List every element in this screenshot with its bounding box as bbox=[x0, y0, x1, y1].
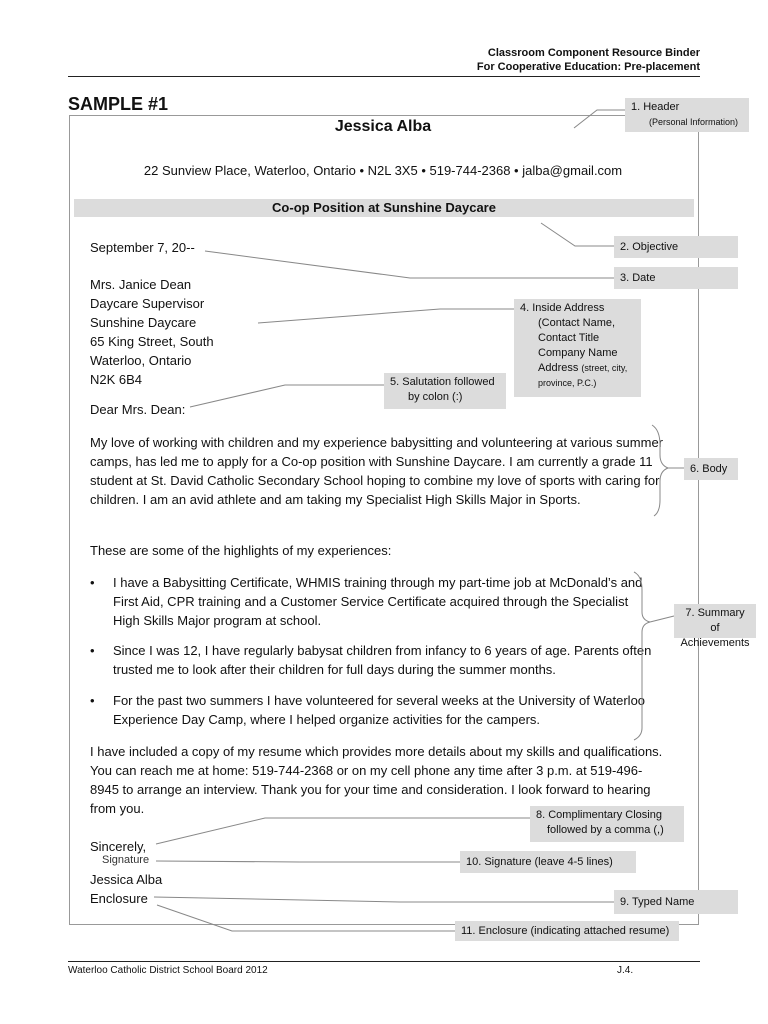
callout-body: 6. Body bbox=[684, 458, 738, 480]
footer-left: Waterloo Catholic District School Board 2012 bbox=[68, 965, 268, 976]
connector-inside-address bbox=[258, 309, 514, 323]
salutation: Dear Mrs. Dean: bbox=[90, 402, 186, 417]
callout-enclosure: 11. Enclosure (indicating attached resume) bbox=[455, 921, 679, 941]
bullet-marker: • bbox=[90, 643, 95, 658]
body-paragraph: My love of working with children and my experience babysitting and volunteering at various summer camps, has led me to apply for a Co-op position with Sunshine Daycare. I am currently a grade 11 student at St. David Catholic Secondary School hoping to combine my love of sports with caring for children. I am an avid athlete and am taking my Specialist High Skills Major in Sports. bbox=[90, 435, 664, 507]
bracket-achievements bbox=[634, 572, 650, 740]
applicant-contact: 22 Sunview Place, Waterloo, Ontario • N2L 3X5 • 519-744-2368 • jalba@gmail.com bbox=[143, 163, 623, 178]
connector-objective bbox=[541, 223, 614, 246]
bullet-marker: • bbox=[90, 693, 95, 708]
callout-achievements bbox=[674, 604, 756, 649]
connector-enclosure bbox=[157, 905, 455, 931]
enclosure-line: Enclosure bbox=[90, 891, 148, 906]
connector-salutation bbox=[190, 385, 384, 407]
callout-closing-line: 8. Complimentary Closing bbox=[536, 809, 662, 821]
connector-closing bbox=[156, 818, 530, 844]
address-line: Mrs. Janice Dean bbox=[90, 277, 192, 292]
callout-closing-line: followed by a comma (,) bbox=[547, 824, 664, 836]
applicant-name: Jessica Alba bbox=[334, 118, 432, 135]
callout-inside-address-line: (Contact Name, bbox=[538, 317, 616, 329]
binder-title: Classroom Component Resource Binder bbox=[487, 47, 700, 59]
connector-signature bbox=[156, 861, 460, 862]
callout-date: 3. Date bbox=[614, 267, 738, 289]
callout-inside-address bbox=[514, 299, 641, 397]
address-line: 65 King Street, South bbox=[90, 334, 214, 349]
callout-achievements-line: 7. Summary of bbox=[685, 607, 745, 634]
connector-typed-name bbox=[154, 897, 614, 902]
callout-inside-address-line: 4. Inside Address bbox=[520, 302, 605, 314]
typed-name: Jessica Alba bbox=[90, 872, 163, 887]
footer-rule bbox=[68, 961, 700, 962]
callout-salutation bbox=[384, 373, 506, 409]
address-line: Daycare Supervisor bbox=[90, 296, 205, 311]
address-line: Waterloo, Ontario bbox=[90, 353, 192, 368]
callout-objective: 2. Objective bbox=[614, 236, 738, 258]
callout-inside-address-line: Contact Title bbox=[538, 332, 600, 344]
callout-closing bbox=[530, 806, 684, 842]
callout-header-title: 1. Header bbox=[631, 101, 680, 113]
list-item-text: I have a Babysitting Certificate, WHMIS training through my part-time job at McDonald’s and First Aid, CPR training and a Customer Service Certificate acquired through the Specialist High Skills Major program at school. bbox=[113, 575, 643, 628]
connector-date bbox=[205, 251, 614, 278]
closing-paragraph: I have included a copy of my resume which provides more details about my skills and qualifications. You can reach me at home: 519-744-2368 or on my cell phone any time after 3 p.m. at 519-496-8945 to arrange an interview. Thank you for your time and consideration. I look forward to hearing from you. bbox=[90, 744, 663, 816]
signature-placeholder: Signature bbox=[102, 854, 150, 866]
sample-title: SAMPLE #1 bbox=[68, 94, 169, 114]
callout-header bbox=[625, 98, 749, 132]
list-item-text: For the past two summers I have volunteered for several weeks at the University of Waterloo Experience Day Camp, where I helped organize activities for the campers. bbox=[113, 693, 646, 727]
bullet-marker: • bbox=[90, 575, 95, 590]
objective-bar: Co-op Position at Sunshine Daycare bbox=[74, 199, 694, 217]
callout-header-subtitle: (Personal Information) bbox=[649, 117, 739, 127]
address-line: N2K 6B4 bbox=[90, 372, 143, 387]
callout-salutation-line: 5. Salutation followed bbox=[390, 376, 495, 388]
connector-achievements bbox=[650, 616, 674, 622]
letter-date: September 7, 20-- bbox=[90, 240, 195, 255]
address-line: Sunshine Daycare bbox=[90, 315, 197, 330]
callout-signature: 10. Signature (leave 4-5 lines) bbox=[460, 851, 636, 873]
callout-inside-address-detail: (street, city, bbox=[581, 363, 628, 373]
footer-page-number: J.4. bbox=[617, 965, 634, 976]
callout-inside-address-detail: province, P.C.) bbox=[538, 378, 597, 388]
highlights-intro: These are some of the highlights of my experiences: bbox=[90, 543, 392, 558]
callout-inside-address-line: Company Name bbox=[538, 347, 618, 359]
connector-header bbox=[574, 110, 625, 128]
list-item-text: Since I was 12, I have regularly babysat children from infancy to 6 years of age. Parents often trusted me to look after their children for full days during the summer months. bbox=[113, 643, 652, 677]
binder-subtitle: For Cooperative Education: Pre-placement bbox=[476, 61, 700, 73]
callout-salutation-line: by colon (:) bbox=[408, 391, 463, 403]
callout-inside-address-line: Address bbox=[538, 362, 579, 374]
callout-achievements-line: Achievements bbox=[680, 637, 750, 649]
complimentary-close: Sincerely, bbox=[90, 839, 147, 854]
bracket-body bbox=[652, 425, 668, 516]
callout-typed-name: 9. Typed Name bbox=[614, 890, 738, 914]
